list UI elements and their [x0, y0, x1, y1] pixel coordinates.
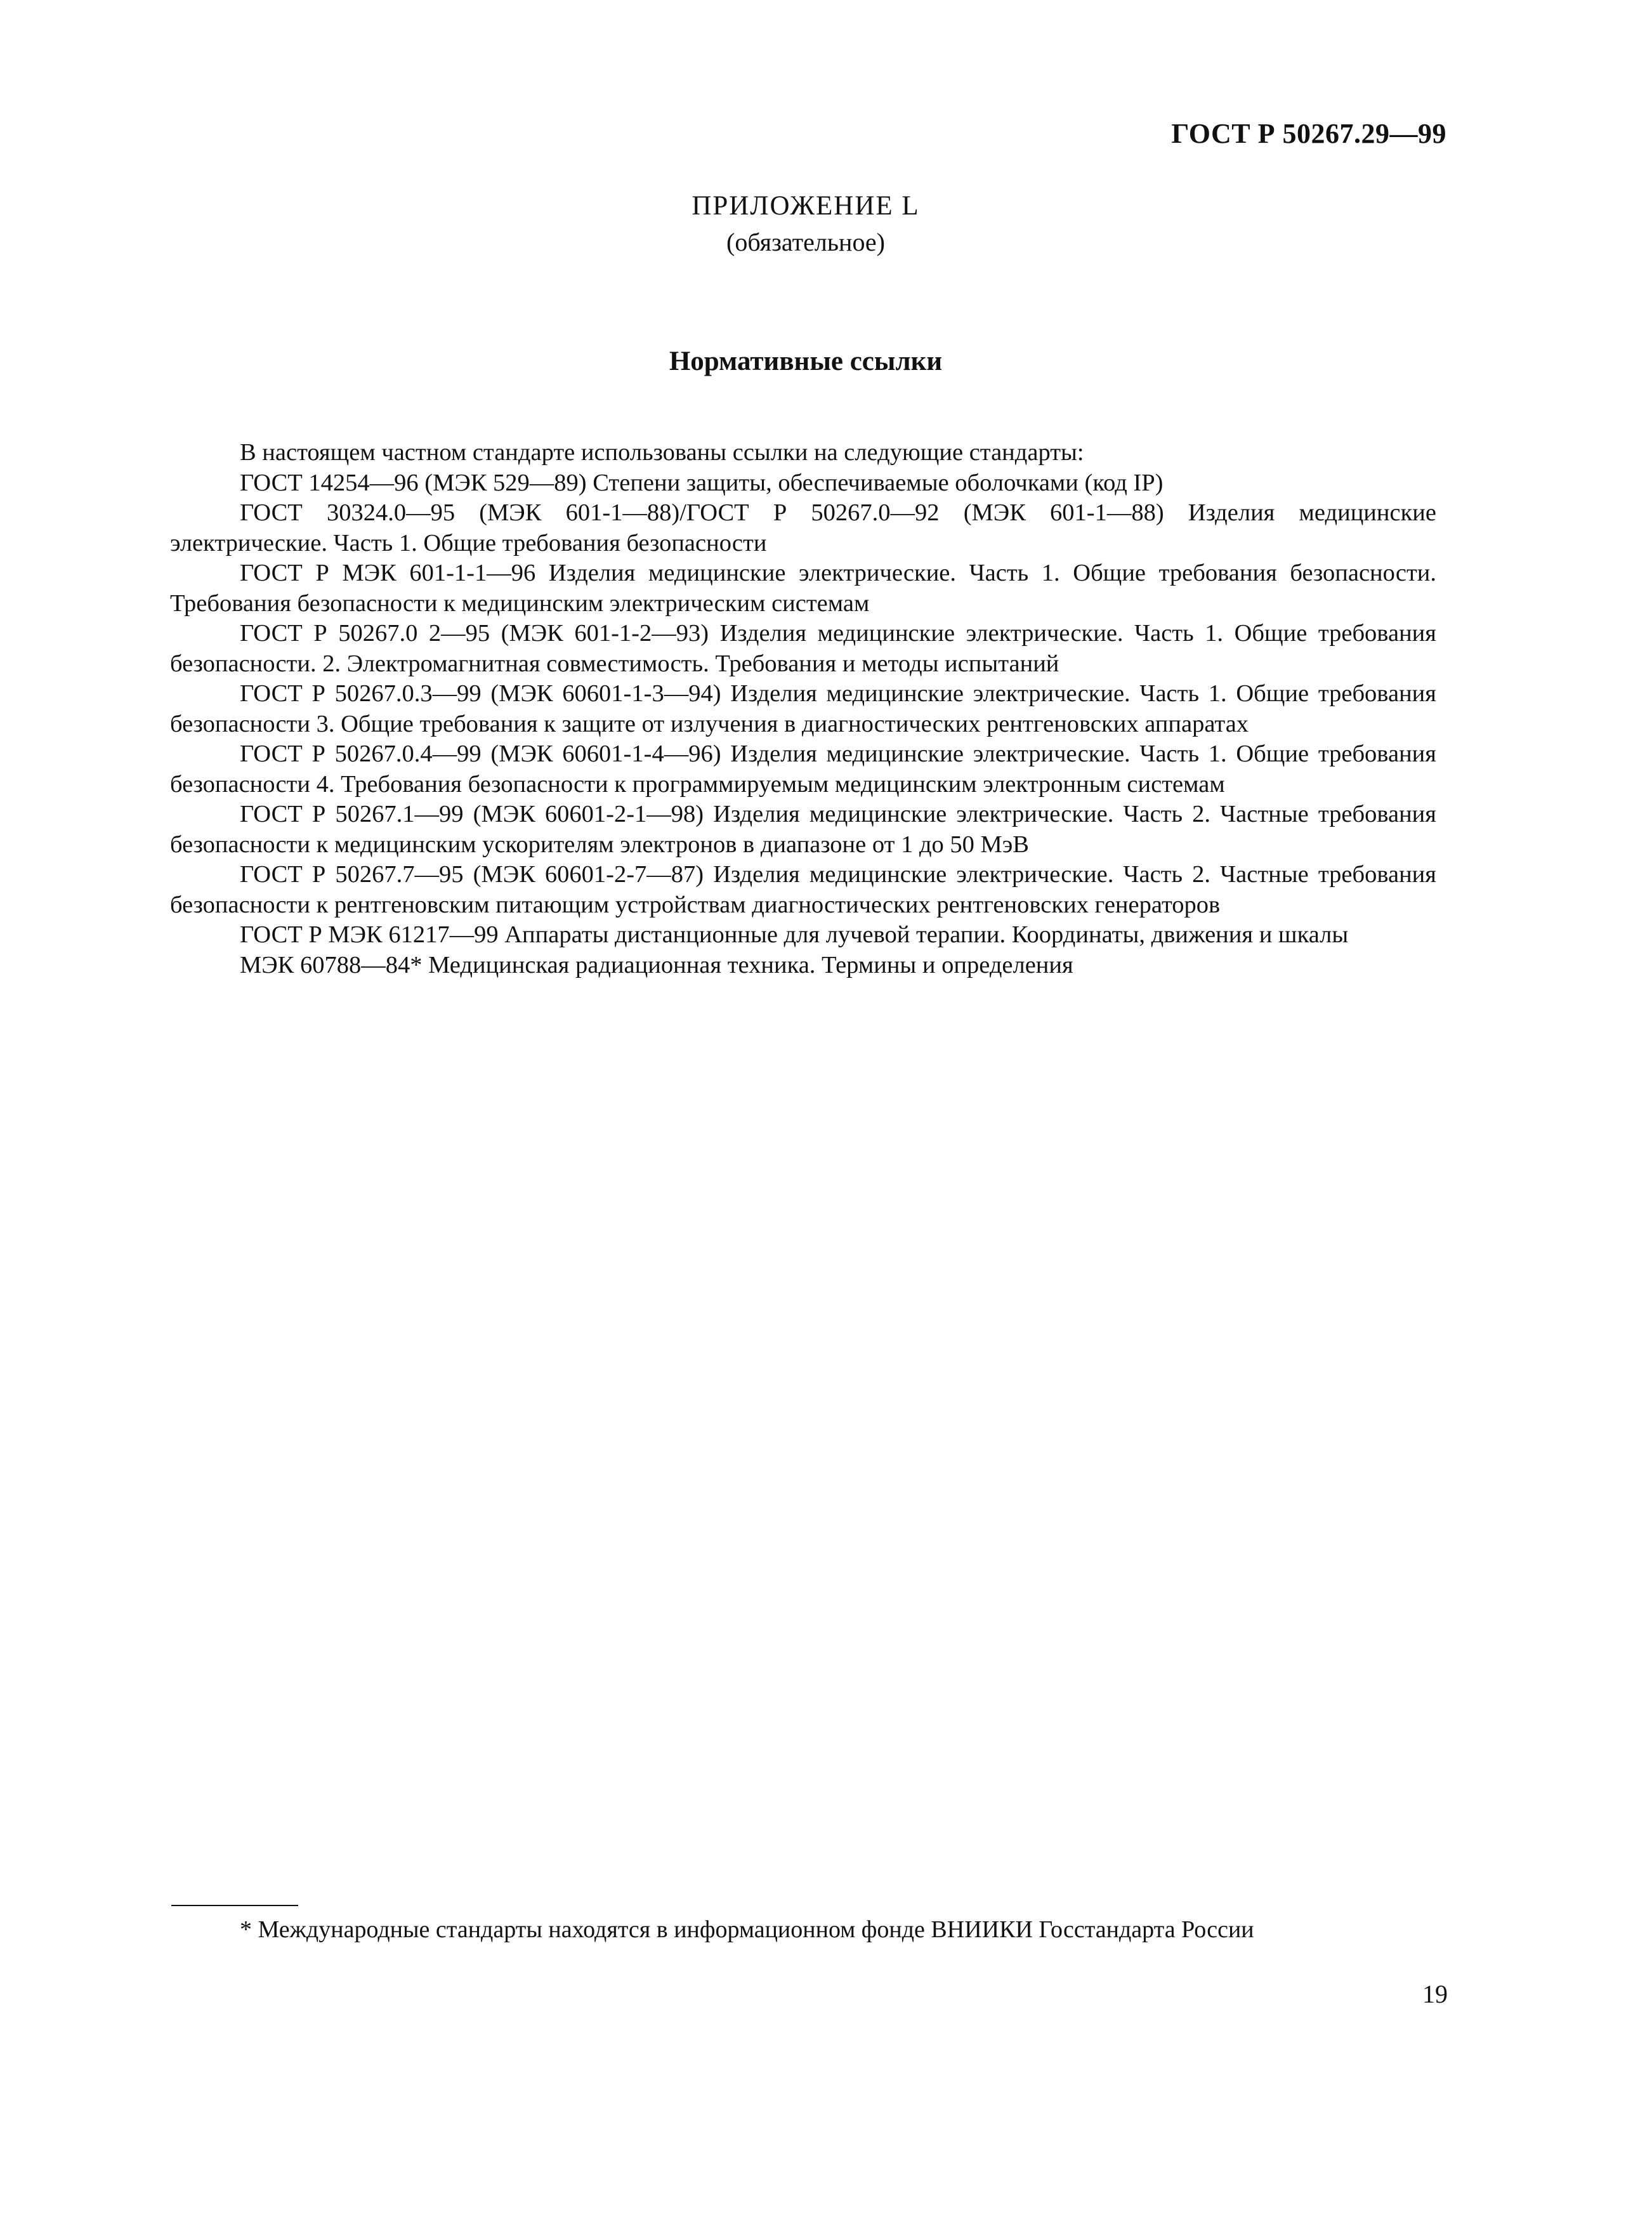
appendix-title: ПРИЛОЖЕНИЕ L	[692, 191, 920, 221]
reference-item: ГОСТ Р МЭК 601-1-1—96 Изделия медицинские электрические. Часть 1. Общие требования безопасности. Требования безопасности к медицинским электрическим системам	[170, 560, 1436, 617]
reference-item: ГОСТ Р 50267.7—95 (МЭК 60601-2-7—87) Изделия медицинские электрические. Часть 2. Частные требования безопасности к рентгеновским питающим устройствам диагностических рентгеновских генераторов	[170, 861, 1436, 918]
reference-item: ГОСТ Р МЭК 61217—99 Аппараты дистанционные для лучевой терапии. Координаты, движения и шкалы	[240, 921, 1349, 948]
reference-item: ГОСТ Р 50267.0.3—99 (МЭК 60601-1-3—94) Изделия медицинские электрические. Часть 1. Общие требования безопасности 3. Общие требования к защите от излучения в диагностических рентгеновских аппаратах	[170, 680, 1436, 737]
reference-item: ГОСТ Р 50267.0 2—95 (МЭК 601-1-2—93) Изделия медицинские электрические. Часть 1. Общие требования безопасности. 2. Электромагнитная совместимость. Требования и методы испытаний	[170, 620, 1436, 677]
reference-item: МЭК 60788—84* Медицинская радиационная техника. Термины и определения	[240, 951, 1073, 978]
page-number: 19	[1422, 1980, 1448, 2008]
footnote: * Международные стандарты находятся в информационном фонде ВНИИКИ Госстандарта России	[240, 1916, 1254, 1943]
intro-paragraph: В настоящем частном стандарте использованы ссылки на следующие стандарты:	[240, 439, 1084, 466]
footnote-divider	[171, 1905, 298, 1906]
document-code: ГОСТ Р 50267.29—99	[1171, 118, 1446, 149]
reference-item: ГОСТ Р 50267.1—99 (МЭК 60601-2-1—98) Изделия медицинские электрические. Часть 2. Частные требования безопасности к медицинским ускорителям электронов в диапазоне от 1 до 50 МэВ	[170, 801, 1436, 858]
reference-item: ГОСТ Р 50267.0.4—99 (МЭК 60601-1-4—96) Изделия медицинские электрические. Часть 1. Общие требования безопасности 4. Требования безопасности к программируемым медицинским электронным системам	[170, 740, 1436, 798]
appendix-status: (обязательное)	[726, 228, 885, 256]
reference-item: ГОСТ 30324.0—95 (МЭК 601-1—88)/ГОСТ Р 50267.0—92 (МЭК 601-1—88) Изделия медицинские электрические. Часть 1. Общие требования безопасности	[170, 499, 1436, 556]
reference-item: ГОСТ 14254—96 (МЭК 529—89) Степени защиты, обеспечиваемые оболочками (код IP)	[240, 469, 1164, 496]
references-list	[170, 438, 1436, 980]
section-title: Нормативные ссылки	[669, 346, 943, 376]
